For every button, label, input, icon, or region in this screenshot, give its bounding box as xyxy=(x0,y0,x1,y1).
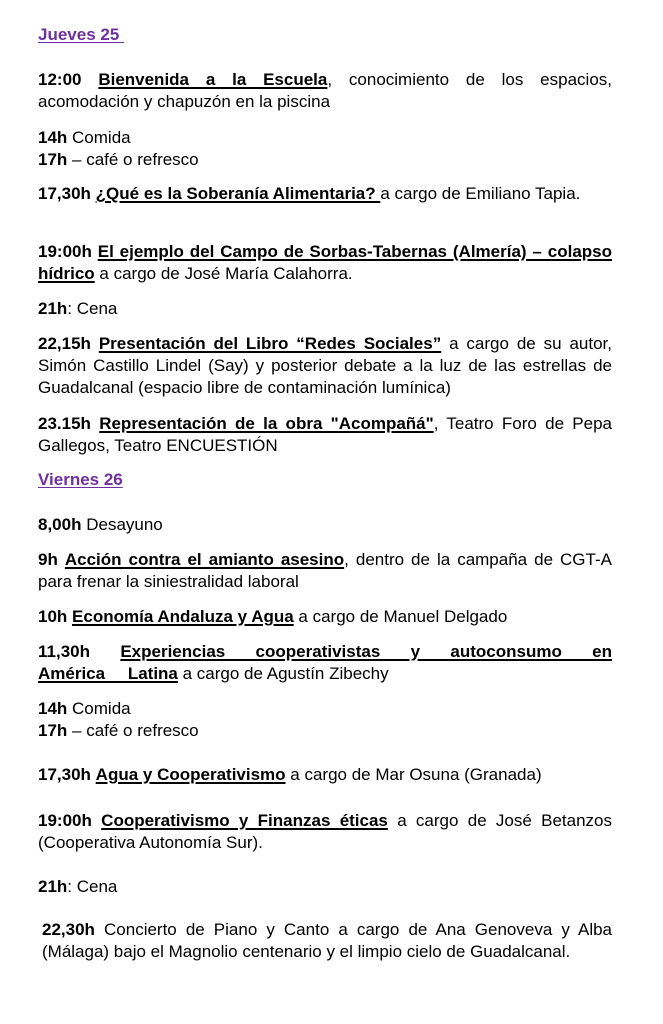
event-time: 8,00h xyxy=(38,515,82,534)
day-heading-viernes: Viernes 26 xyxy=(38,470,123,489)
event-details: : Cena xyxy=(67,299,118,318)
event-time: 9h xyxy=(38,550,58,569)
event-1200 xyxy=(38,69,612,113)
event-title: Experiencias cooperativistas y autoconsumo en América Latina xyxy=(38,642,612,683)
event-time: 19:00h xyxy=(38,242,92,261)
event-time: 23.15h xyxy=(38,414,91,433)
event-details: a cargo de José Betanzos (Cooperativa Autonomía Sur). xyxy=(38,811,613,852)
event-details: , conocimiento de los espacios, acomodación y chapuzón en la piscina xyxy=(38,70,612,111)
event-time: 22,15h xyxy=(38,334,91,353)
event-time: 21h xyxy=(38,299,68,318)
event-time: 17,30h xyxy=(38,184,91,203)
event-details: a cargo de Emiliano Tapia. xyxy=(380,184,581,203)
event-details: a cargo de Agustín Zibechy xyxy=(177,664,389,683)
event-time: 14h xyxy=(38,699,68,718)
event-0900-viernes xyxy=(38,549,612,593)
event-time: 14h xyxy=(38,128,68,147)
event-title: ¿Qué es la Soberanía Alimentaria? xyxy=(95,184,381,203)
event-details: – café o refresco xyxy=(67,721,199,740)
event-1730-viernes xyxy=(38,764,612,786)
event-2230-viernes xyxy=(38,919,612,963)
event-1130-viernes xyxy=(38,641,612,685)
event-details: Comida xyxy=(67,128,131,147)
event-title: Agua y Cooperativismo xyxy=(95,765,286,784)
event-1900-jueves xyxy=(38,241,612,285)
event-title: Presentación del Libro “Redes Sociales” xyxy=(98,334,442,353)
event-details: a cargo de su autor, Simón Castillo Lindel (Say) y posterior debate a la luz de las estrellas de Guadalcanal (espacio libre de contaminación lumínica) xyxy=(38,334,612,397)
event-time: 10h xyxy=(38,607,68,626)
event-details: Comida xyxy=(67,699,131,718)
event-time: 11,30h xyxy=(38,642,90,661)
event-time: 17h xyxy=(38,150,68,169)
event-meals-jueves xyxy=(38,127,612,171)
event-details: , dentro de la campaña de CGT-A para frenar la siniestralidad laboral xyxy=(38,550,612,591)
event-title: Economía Andaluza y Agua xyxy=(72,607,294,626)
event-meals-viernes xyxy=(38,698,612,742)
event-cena-jueves xyxy=(38,298,612,320)
event-2215-jueves xyxy=(38,333,612,399)
event-time: 22,30h xyxy=(42,920,95,939)
event-details: Desayuno xyxy=(81,515,163,534)
event-1900-viernes xyxy=(38,810,612,854)
day-heading-jueves: Jueves 25 xyxy=(38,25,125,44)
event-0800-viernes xyxy=(38,514,612,536)
event-time: 17,30h xyxy=(38,765,91,784)
event-title: Bienvenida a la Escuela xyxy=(98,70,328,89)
event-time: 19:00h xyxy=(38,811,92,830)
event-details: a cargo de José María Calahorra. xyxy=(94,264,353,283)
event-time: 17h xyxy=(38,721,68,740)
event-title: Acción contra el amianto asesino xyxy=(64,550,345,569)
event-title: Representación de la obra "Acompañá" xyxy=(99,414,434,433)
event-2315-jueves xyxy=(38,413,612,457)
event-1730-jueves xyxy=(38,183,612,205)
event-details: a cargo de Mar Osuna (Granada) xyxy=(285,765,542,784)
event-title: Cooperativismo y Finanzas éticas xyxy=(101,811,388,830)
event-cena-viernes xyxy=(38,876,612,898)
event-time: 21h xyxy=(38,877,68,896)
event-details: Concierto de Piano y Canto a cargo de Ana Genoveva y Alba (Málaga) bajo el Magnolio centenario y el limpio cielo de Guadalcanal. xyxy=(42,920,612,961)
event-details: , Teatro Foro de Pepa Gallegos, Teatro ENCUESTIÓN xyxy=(38,414,612,455)
event-details: : Cena xyxy=(67,877,118,896)
event-1000-viernes xyxy=(38,606,612,628)
event-details: – café o refresco xyxy=(67,150,199,169)
event-title: El ejemplo del Campo de Sorbas-Tabernas (Almería) – colapso hídrico xyxy=(38,242,612,283)
event-details: a cargo de Manuel Delgado xyxy=(293,607,508,626)
event-time: 12:00 xyxy=(38,70,82,89)
